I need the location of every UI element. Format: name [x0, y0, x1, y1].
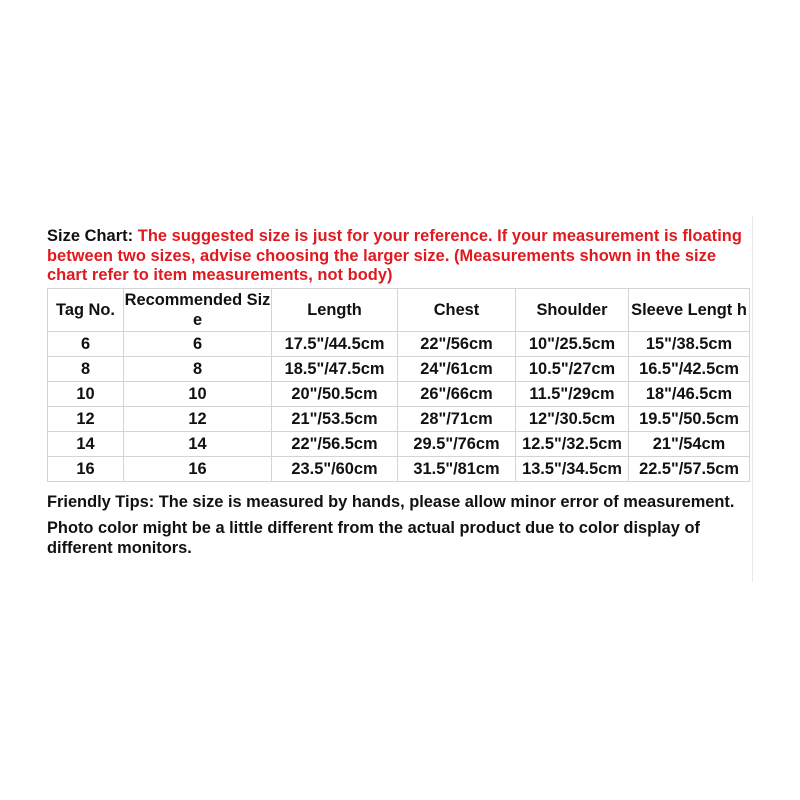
cell-sleeve-length: 21"/54cm	[629, 431, 750, 456]
cell-tag-no: 12	[48, 406, 124, 431]
cell-length: 21"/53.5cm	[272, 406, 398, 431]
header-chest: Chest	[398, 288, 516, 331]
cell-sleeve-length: 22.5"/57.5cm	[629, 456, 750, 481]
table-header-row	[48, 288, 750, 331]
friendly-tips-text: Friendly Tips: The size is measured by hands, please allow minor error of measurement.	[47, 492, 735, 511]
table-row	[48, 331, 750, 356]
cell-length: 20"/50.5cm	[272, 381, 398, 406]
cell-recommended-size: 6	[124, 331, 272, 356]
cell-shoulder: 12"/30.5cm	[516, 406, 629, 431]
cell-shoulder: 10.5"/27cm	[516, 356, 629, 381]
photo-color-note: Photo color might be a little different from the actual product due to color display of different monitors.	[47, 518, 700, 557]
header-sleeve-length: Sleeve Lengt h	[629, 288, 750, 331]
cell-length: 17.5"/44.5cm	[272, 331, 398, 356]
size-chart-intro	[47, 227, 753, 286]
cell-recommended-size: 14	[124, 431, 272, 456]
header-tag-no: Tag No.	[48, 288, 124, 331]
cell-tag-no: 8	[48, 356, 124, 381]
cell-shoulder: 10"/25.5cm	[516, 331, 629, 356]
cell-recommended-size: 10	[124, 381, 272, 406]
cell-recommended-size: 16	[124, 456, 272, 481]
table-row	[48, 431, 750, 456]
cell-shoulder: 13.5"/34.5cm	[516, 456, 629, 481]
cell-tag-no: 16	[48, 456, 124, 481]
cell-shoulder: 11.5"/29cm	[516, 381, 629, 406]
cell-tag-no: 14	[48, 431, 124, 456]
cell-chest: 24"/61cm	[398, 356, 516, 381]
cell-chest: 29.5"/76cm	[398, 431, 516, 456]
cell-length: 18.5"/47.5cm	[272, 356, 398, 381]
table-row	[48, 356, 750, 381]
table-row	[48, 456, 750, 481]
table-row	[48, 381, 750, 406]
cell-chest: 26"/66cm	[398, 381, 516, 406]
size-chart-block	[47, 227, 753, 558]
cell-sleeve-length: 18"/46.5cm	[629, 381, 750, 406]
cell-tag-no: 10	[48, 381, 124, 406]
cell-chest: 31.5"/81cm	[398, 456, 516, 481]
cell-length: 23.5"/60cm	[272, 456, 398, 481]
cell-chest: 22"/56cm	[398, 331, 516, 356]
cell-chest: 28"/71cm	[398, 406, 516, 431]
cell-recommended-size: 8	[124, 356, 272, 381]
cell-length: 22"/56.5cm	[272, 431, 398, 456]
cell-sleeve-length: 16.5"/42.5cm	[629, 356, 750, 381]
cell-shoulder: 12.5"/32.5cm	[516, 431, 629, 456]
cell-sleeve-length: 15"/38.5cm	[629, 331, 750, 356]
header-shoulder: Shoulder	[516, 288, 629, 331]
header-length: Length	[272, 288, 398, 331]
header-recommended-size: Recommended Size	[124, 288, 272, 331]
cell-recommended-size: 12	[124, 406, 272, 431]
size-chart-label: Size Chart:	[47, 227, 134, 245]
cell-tag-no: 6	[48, 331, 124, 356]
size-table	[47, 288, 750, 482]
cell-sleeve-length: 19.5"/50.5cm	[629, 406, 750, 431]
size-chart-note: The suggested size is just for your reference. If your measurement is floating between two sizes, advise choosing the larger size. (Measurements shown in the size chart refer to item measurements, not body)	[47, 227, 742, 284]
table-row	[48, 406, 750, 431]
